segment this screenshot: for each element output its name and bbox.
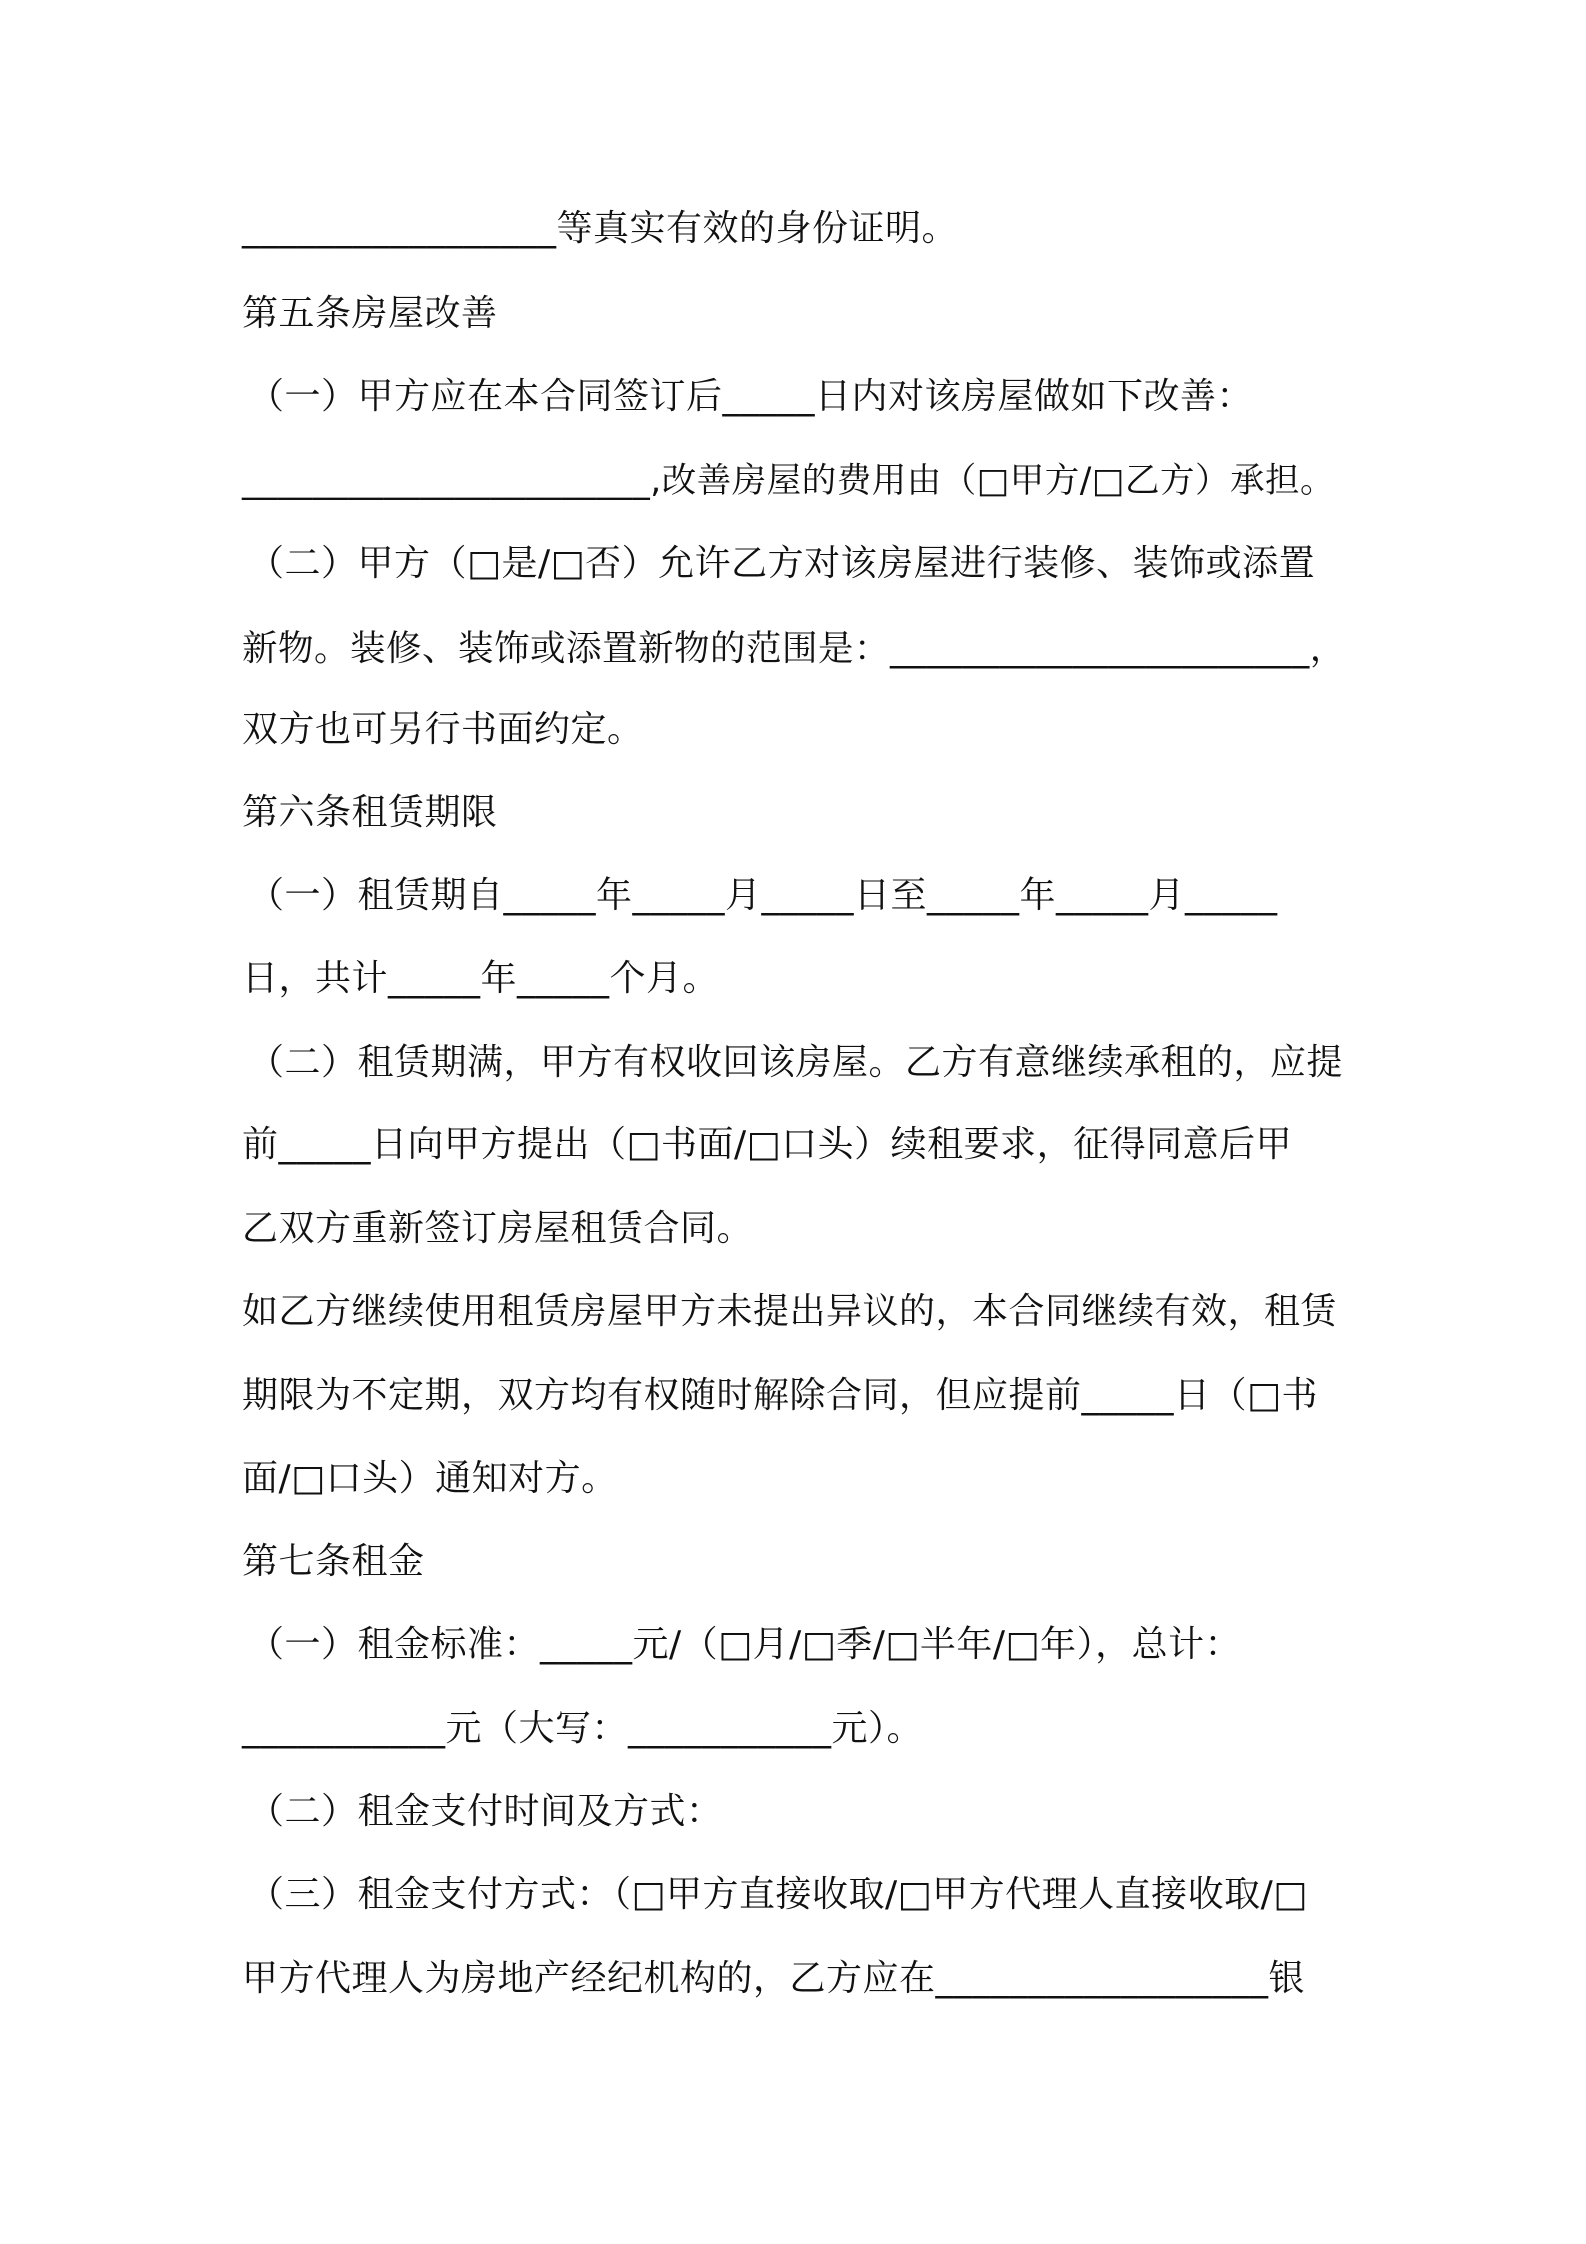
text-line-rent-time: （二）租金支付时间及方式： (248, 1791, 723, 1832)
text-line-improvement-1: （一）甲方应在本合同签订后_____日内对该房屋做如下改善： (248, 376, 1254, 417)
text-line-rent-method: （三）租金支付方式：（□甲方直接收取/□甲方代理人直接收取/□ (248, 1874, 1308, 1915)
heading-article-5: 第五条房屋改善 (242, 293, 498, 334)
text-line-improvement-cost: _______________________,改善房屋的费用由（□甲方/□乙方）承担。 (242, 461, 1336, 501)
heading-article-7: 第七条租金 (242, 1541, 425, 1582)
text-line-lease-term-2: （二）租赁期满，甲方有权收回该房屋。乙方有意继续承租的，应提 (248, 1042, 1344, 1083)
text-line-continued-use: 如乙方继续使用租赁房屋甲方未提出异议的，本合同继续有效，租赁 (242, 1291, 1338, 1332)
text-line-improvement-2: （二）甲方（□是/□否）允许乙方对该房屋进行装修、装饰或添置 (248, 543, 1316, 584)
text-line-rent-amount: ___________元（大写：___________元）。 (242, 1708, 924, 1749)
text-line-agent-bank: 甲方代理人为房地产经纪机构的，乙方应在__________________银 (242, 1958, 1306, 1999)
text-line-id-proof: _________________等真实有效的身份证明。 (242, 208, 959, 249)
text-line-lease-term-1: （一）租赁期自_____年_____月_____日至_____年_____月_____ (248, 875, 1278, 916)
heading-article-6: 第六条租赁期限 (242, 792, 498, 833)
text-line-new-contract: 乙双方重新签订房屋租赁合同。 (242, 1208, 754, 1249)
text-line-rent-standard: （一）租金标准：_____元/（□月/□季/□半年/□年），总计： (248, 1624, 1242, 1665)
text-line-notify: 面/□口头）通知对方。 (242, 1458, 618, 1499)
text-line-renewal-request: 前_____日向甲方提出（□书面/□口头）续租要求，征得同意后甲 (242, 1124, 1293, 1165)
text-line-indefinite-term: 期限为不定期，双方均有权随时解除合同，但应提前_____日（□书 (242, 1375, 1319, 1416)
text-line-written-agreement: 双方也可另行书面约定。 (242, 709, 644, 750)
text-line-lease-total: 日，共计_____年_____个月。 (242, 958, 720, 999)
text-line-renovation-scope: 新物。装修、装饰或添置新物的范围是：_______________________， (242, 628, 1346, 669)
